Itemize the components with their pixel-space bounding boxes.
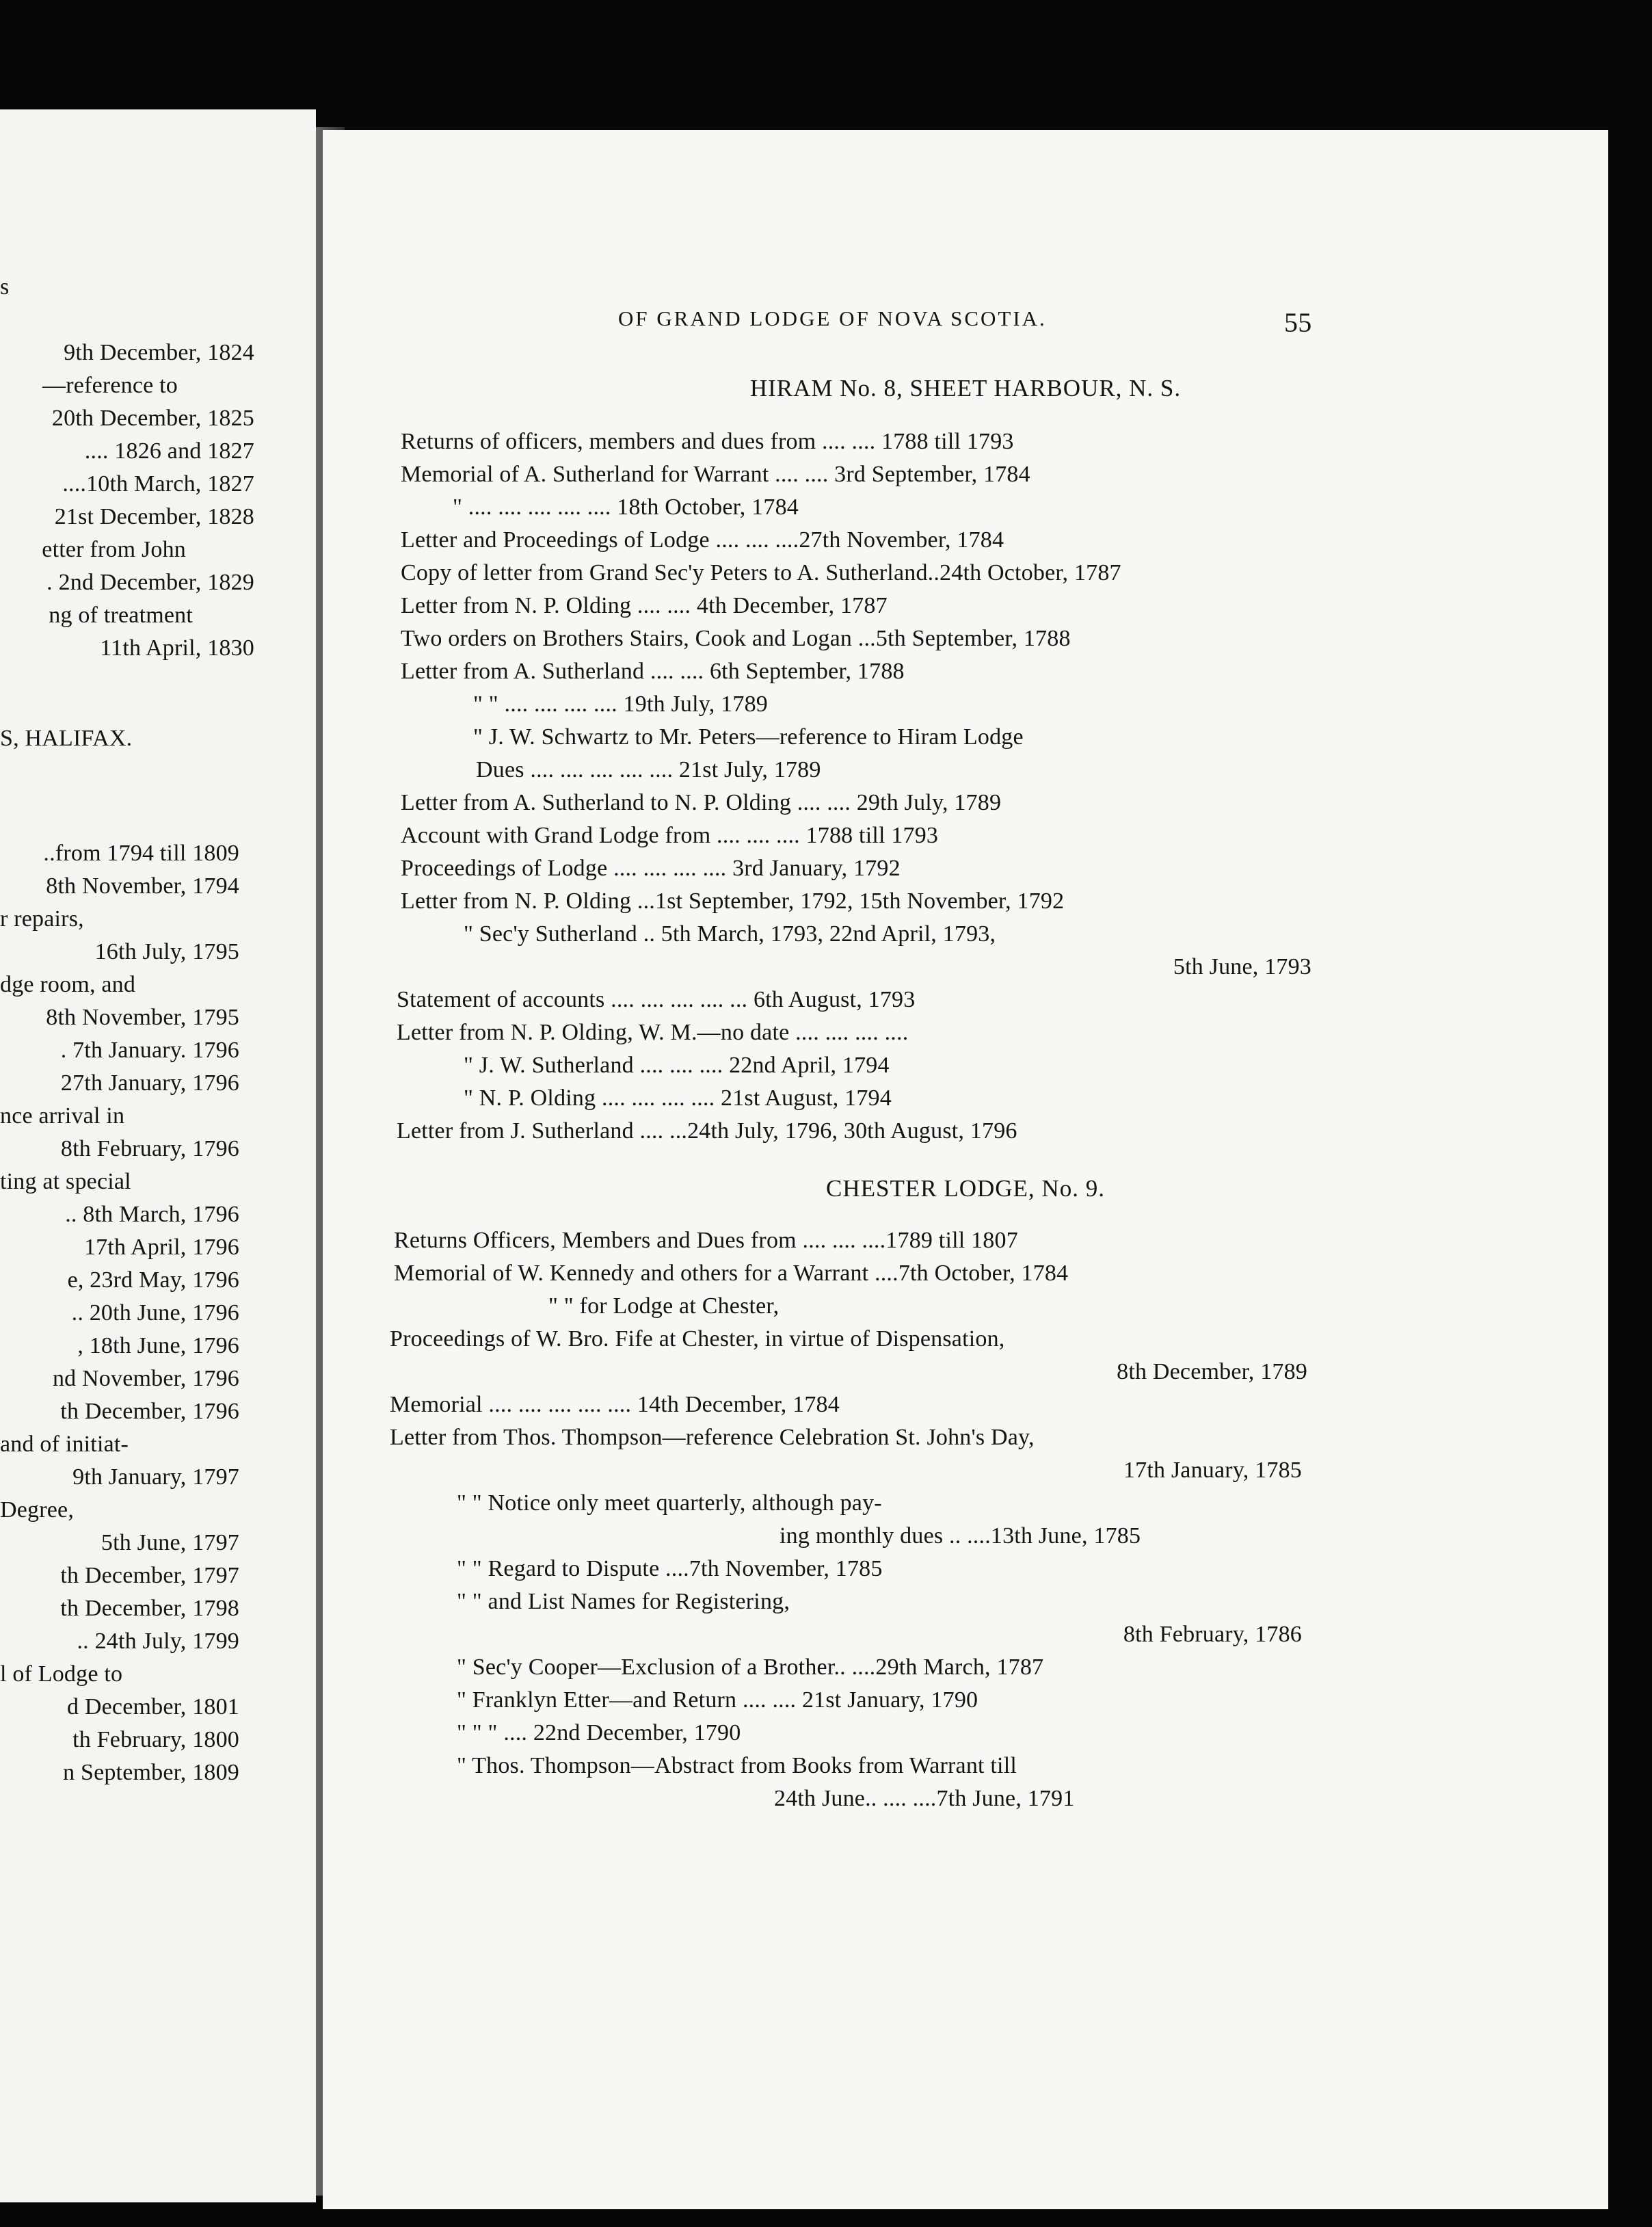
entry-line: " " " .... 22nd December, 1790 [457,1720,741,1745]
entry-line: Letter from N. P. Olding ...1st September, 1792, 15th November, 1792 [401,888,1065,914]
entry-line: Statement of accounts .... .... .... .... ... 6th August, 1793 [397,987,916,1012]
left-line: d December, 1801 [66,1694,239,1719]
entry-line: " Sec'y Sutherland .. 5th March, 1793, 22nd April, 1793, [464,921,996,947]
entry-line: Memorial of A. Sutherland for Warrant .... .... 3rd September, 1784 [401,462,1030,487]
entry-line: " " .... .... .... .... 19th July, 1789 [473,691,768,717]
right-page [323,130,1608,2209]
left-line: ..from 1794 till 1809 [43,841,239,866]
entry-line: Memorial .... .... .... .... .... 14th December, 1784 [390,1392,840,1417]
left-line: dge room, and [0,972,136,997]
left-line: e, 23rd May, 1796 [67,1267,239,1293]
left-line: .. 20th June, 1796 [71,1300,239,1326]
entry-line: Letter from A. Sutherland .... .... 6th September, 1788 [401,659,905,684]
left-line: ....10th March, 1827 [62,471,254,497]
entry-line: " Thos. Thompson—Abstract from Books from Warrant till [457,1753,1017,1778]
left-line: s [0,274,10,300]
left-line: 5th June, 1797 [101,1530,239,1555]
left-line: 16th July, 1795 [94,939,239,964]
left-page [0,109,316,2202]
entry-line: Letter from Thos. Thompson—reference Celebration St. John's Day, [390,1425,1035,1450]
left-line: 11th April, 1830 [100,635,254,661]
entry-line: 5th June, 1793 [1173,954,1311,979]
page-number: 55 [1284,307,1312,338]
entry-line: Memorial of W. Kennedy and others for a Warrant ....7th October, 1784 [394,1261,1069,1286]
entry-line: Letter from A. Sutherland to N. P. Olding .... .... 29th July, 1789 [401,790,1002,815]
left-line: ting at special [0,1169,131,1194]
left-line: —reference to [42,373,178,398]
left-line: 8th November, 1794 [46,873,239,899]
entry-line: 24th June.. .... ....7th June, 1791 [774,1786,1075,1811]
left-line: .. 24th July, 1799 [77,1629,239,1654]
left-line: nd November, 1796 [52,1366,239,1391]
left-line: , 18th June, 1796 [77,1333,239,1358]
entry-line: Returns Officers, Members and Dues from .... .... ....1789 till 1807 [394,1228,1018,1253]
left-line: 20th December, 1825 [51,406,254,431]
left-line: 8th November, 1795 [46,1005,239,1030]
entry-line: Letter and Proceedings of Lodge .... .... ....27th November, 1784 [401,527,1004,553]
left-line: nce arrival in [0,1103,125,1129]
entry-line: Two orders on Brothers Stairs, Cook and Logan ...5th September, 1788 [401,626,1071,651]
entry-line: Dues .... .... .... .... .... 21st July, 1789 [476,757,821,782]
entry-line: Letter from J. Sutherland .... ...24th July, 1796, 30th August, 1796 [397,1118,1017,1144]
left-line: .... 1826 and 1827 [84,438,254,464]
entry-line: Returns of officers, members and dues from .... .... 1788 till 1793 [401,429,1014,454]
entry-line: 8th December, 1789 [1117,1359,1307,1384]
entry-line: " J. W. Schwartz to Mr. Peters—reference to Hiram Lodge [473,724,1024,750]
left-line: 8th February, 1796 [60,1136,239,1161]
entry-line: " " and List Names for Registering, [457,1589,790,1614]
left-line: 17th April, 1796 [83,1235,239,1260]
left-line: r repairs, [0,906,84,932]
left-line: 27th January, 1796 [60,1070,239,1096]
left-line: th December, 1797 [60,1563,239,1588]
left-line: Degree, [0,1497,75,1523]
entry-line: ing monthly dues .. ....13th June, 1785 [780,1523,1141,1549]
entry-line: " .... .... .... .... .... 18th October, 1784 [453,495,799,520]
entry-line: Account with Grand Lodge from .... .... .... 1788 till 1793 [401,823,939,848]
entry-line: Copy of letter from Grand Sec'y Peters to A. Sutherland..24th October, 1787 [401,560,1121,585]
entry-line: " J. W. Sutherland .... .... .... 22nd April, 1794 [464,1053,890,1078]
entry-line: " " Notice only meet quarterly, although pay- [457,1490,882,1516]
entry-line: " " for Lodge at Chester, [548,1293,780,1319]
left-line: 9th January, 1797 [72,1464,239,1490]
entry-line: 8th February, 1786 [1123,1622,1302,1647]
left-line: and of initiat- [0,1432,129,1457]
entry-line: " " Regard to Dispute ....7th November, 1785 [457,1556,883,1581]
left-line: etter from John [42,537,186,562]
left-line: th December, 1798 [60,1596,239,1621]
left-heading: S, HALIFAX. [0,726,133,751]
left-line: .. 8th March, 1796 [65,1202,239,1227]
left-line: 21st December, 1828 [54,504,254,529]
left-line: n September, 1809 [63,1760,239,1785]
entry-line: Proceedings of Lodge .... .... .... .... 3rd January, 1792 [401,856,901,881]
entry-line: " N. P. Olding .... .... .... .... 21st August, 1794 [464,1085,892,1111]
left-line: th December, 1796 [60,1399,239,1424]
section-heading-hiram: HIRAM No. 8, SHEET HARBOUR, N. S. [749,375,1182,401]
entry-line: Letter from N. P. Olding, W. M.—no date .... .... .... .... [397,1020,909,1045]
entry-line: " Franklyn Etter—and Return .... .... 21st January, 1790 [457,1687,978,1713]
section-heading-chester: CHESTER LODGE, No. 9. [826,1175,1105,1202]
running-head: OF GRAND LODGE OF NOVA SCOTIA. [618,306,1047,330]
entry-line: 17th January, 1785 [1123,1458,1302,1483]
left-line: 9th December, 1824 [64,340,254,365]
left-line: . 2nd December, 1829 [46,570,254,595]
entry-line: " Sec'y Cooper—Exclusion of a Brother.. ....29th March, 1787 [457,1655,1044,1680]
entry-line: Proceedings of W. Bro. Fife at Chester, in virtue of Dispensation, [390,1326,1005,1352]
left-line: . 7th January. 1796 [60,1038,239,1063]
left-line: l of Lodge to [0,1661,123,1687]
left-line: ng of treatment [49,603,193,628]
entry-line: Letter from N. P. Olding .... .... 4th December, 1787 [401,593,888,618]
left-line: th February, 1800 [72,1727,239,1752]
